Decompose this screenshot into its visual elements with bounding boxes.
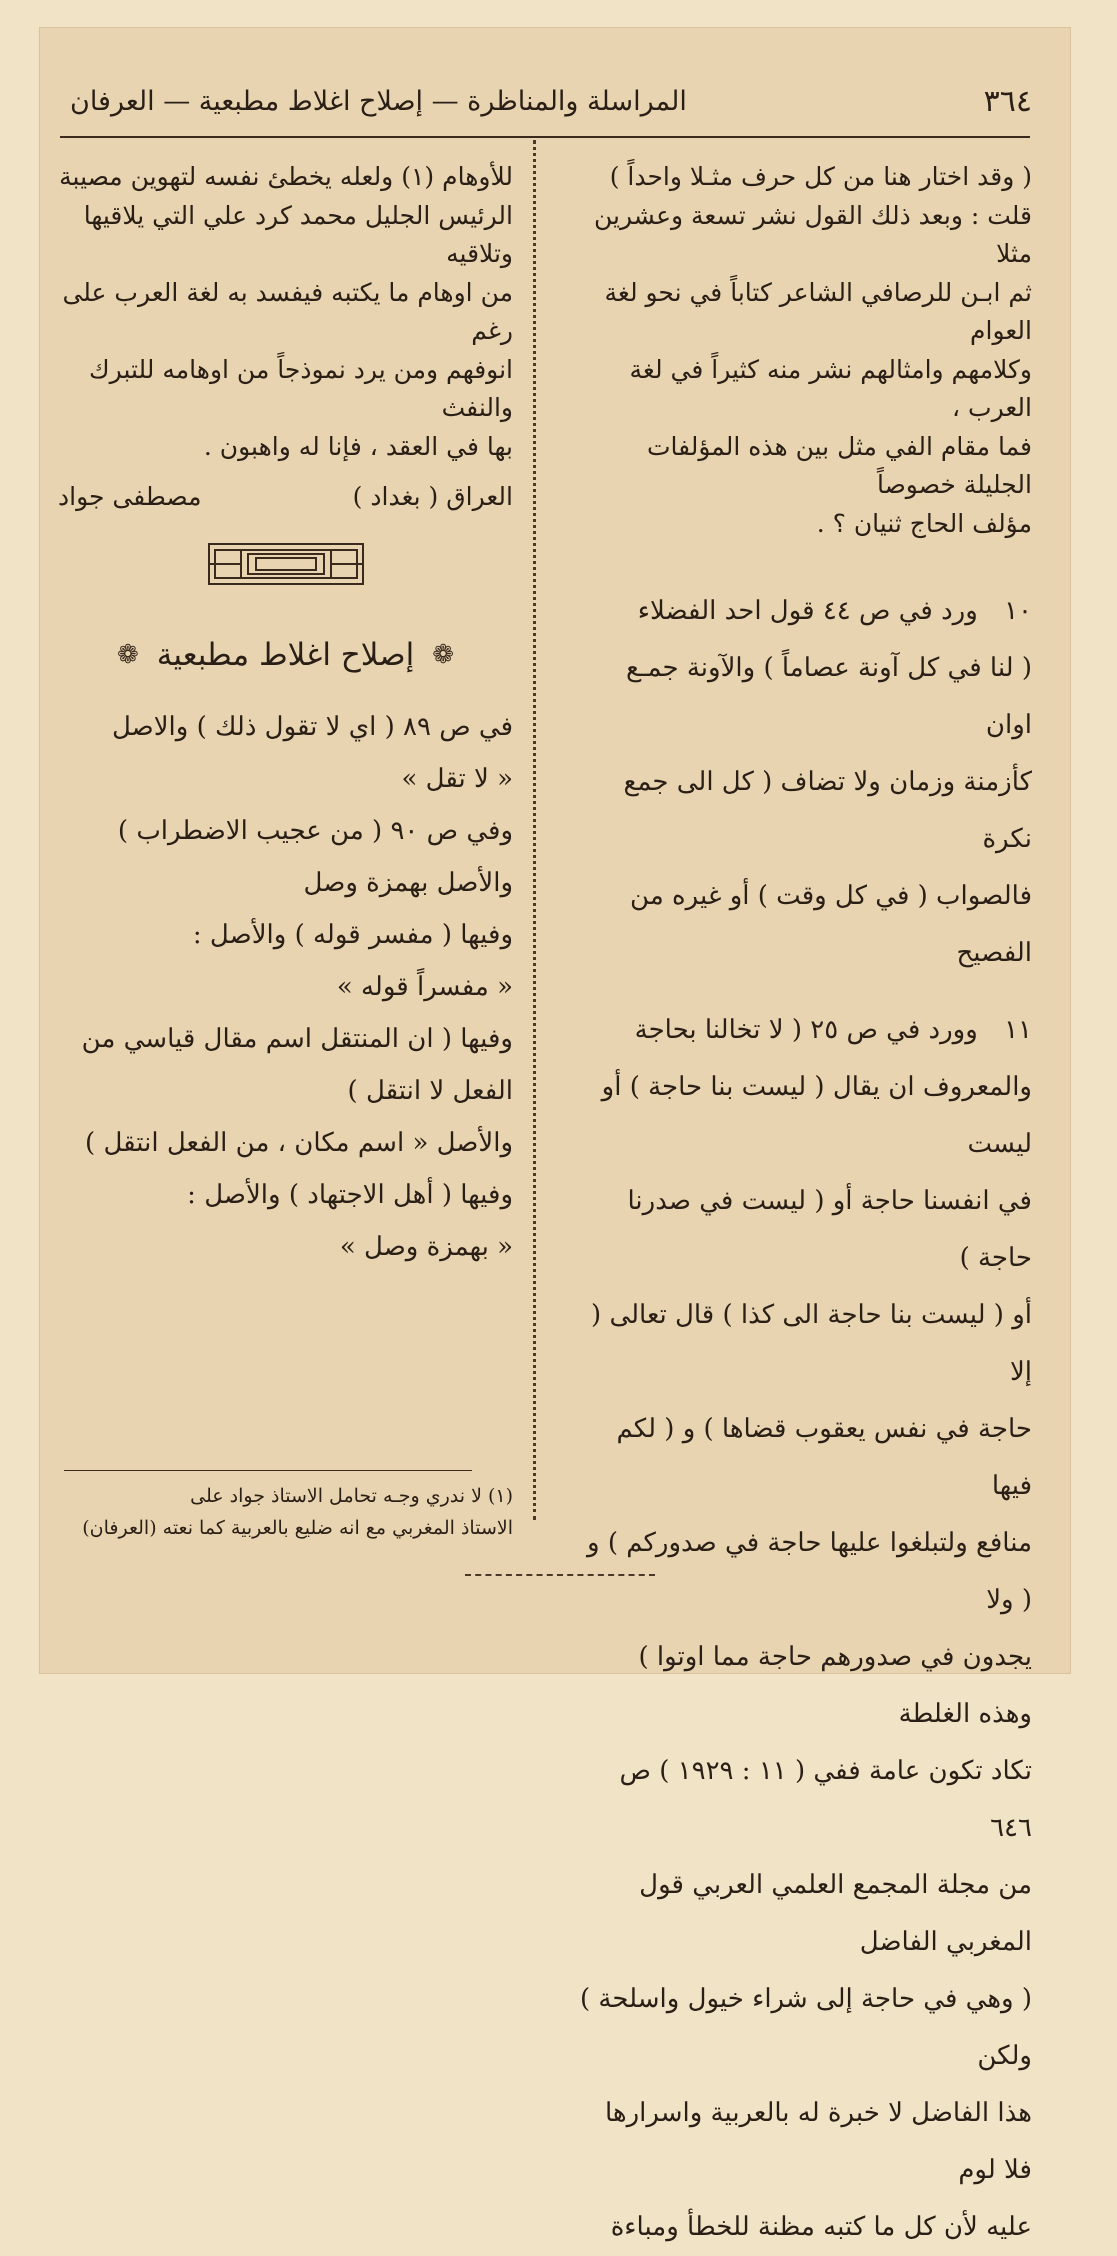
- signature-name: مصطفى جواد: [58, 482, 202, 511]
- text-line: وفيها ( أهل الاجتهاد ) والأصل :: [187, 1179, 513, 1210]
- column-divider: [533, 140, 536, 1520]
- footnote-line: (١) لا ندري وجـه تحامل الاستاذ جواد على: [190, 1485, 513, 1507]
- text-line: « مفسراً قوله »: [336, 971, 513, 1002]
- item-11: [577, 1002, 1032, 2256]
- text-line: منافع ولتبلغوا عليها حاجة في صدوركم ) و ( ولا: [587, 1528, 1032, 1615]
- footnote: [58, 1480, 513, 1544]
- text-line: فما مقام الفي مثل بين هذه المؤلفات الجليلة خصوصاً: [646, 431, 1032, 499]
- page-header: [70, 66, 1040, 136]
- item-10: [577, 583, 1032, 982]
- text-line: الفعل لا انتقل ): [347, 1075, 513, 1106]
- ornament-icon: [206, 539, 366, 589]
- text-line: الرئيس الجليل محمد كرد علي التي يلاقيها وتلاقيه: [83, 200, 513, 268]
- signature: [58, 466, 513, 517]
- text-line: انوفهم ومن يرد نموذجاً من اوهامه للتبرك والنفث: [89, 354, 513, 422]
- text-line: من مجلة المجمع العلمي العربي قول المغربي الفاضل: [639, 1870, 1032, 1957]
- text-line: أو ( ليست بنا حاجة الى كذا ) قال تعالى ( إلا: [591, 1300, 1032, 1387]
- title-ornament-icon: ❁: [432, 640, 455, 670]
- section-title: [58, 626, 513, 701]
- item-number: ١٠: [1004, 596, 1032, 626]
- text-line: في ص ٨٩ ( اي لا تقول ذلك ) والاصل: [111, 711, 513, 742]
- text-line: عليه لأن كل ما كتبه مظنة للخطأ ومباءة: [610, 2212, 1032, 2242]
- text-line: « لا تقل »: [401, 763, 513, 794]
- spacer: [577, 543, 1032, 583]
- signature-place: العراق ( بغداد ): [352, 482, 513, 511]
- header-divider: [60, 136, 1030, 138]
- text-line: حاجة في نفس يعقوب قضاها ) و ( لكم فيها: [616, 1414, 1032, 1501]
- text-line: تكاد تكون عامة ففي ( ١١ : ١٩٢٩ ) ص ٦٤٦: [619, 1756, 1032, 1843]
- text-line: وفيها ( ان المنتقل اسم مقال قياسي من: [81, 1023, 513, 1054]
- text-line: قلت : وبعد ذلك القول نشر تسعة وعشرين مثلا: [593, 200, 1032, 268]
- text-line: ( وهي في حاجة إلى شراء خيول واسلحة ) ولكن: [580, 1984, 1032, 2071]
- text-line: مؤلف الحاج ثنيان ؟ .: [816, 508, 1032, 538]
- item-text: ورد في ص ٤٤ قول احد الفضلاء: [637, 596, 978, 626]
- text-line: للأوهام (١) ولعله يخطئ نفسه لتهوين مصيبة: [59, 162, 513, 191]
- section-title-text: إصلاح اغلاط مطبعية: [156, 637, 415, 673]
- text-line: فالصواب ( في كل وقت ) أو غيره من الفصيح: [630, 881, 1032, 968]
- text-line: من اوهام ما يكتبه فيفسد به لغة العرب على رغم: [62, 277, 513, 345]
- text-line: هذا الفاضل لا خبرة له بالعربية واسرارها فلا لوم: [604, 2098, 1032, 2185]
- text-line: ( وقد اختار هنا من كل حرف مثـلا واحداً ): [609, 162, 1032, 191]
- ornament: [58, 517, 513, 627]
- page-number: ٣٦٤: [983, 83, 1032, 119]
- page: [40, 28, 1070, 2242]
- footnote-divider: [64, 1470, 472, 1471]
- text-line: كأزمنة وزمان ولا تضاف ( كل الى جمع نكرة: [623, 767, 1032, 854]
- title-ornament-icon: ❁: [116, 640, 139, 670]
- page-content: [40, 28, 1070, 2242]
- text-line: « بهمزة وصل »: [339, 1231, 513, 1262]
- right-column: [577, 158, 1032, 2256]
- text-line: والأصل بهمزة وصل: [303, 867, 513, 898]
- item-text: وورد في ص ٢٥ ( لا تخالنا بحاجة: [634, 1015, 978, 1045]
- item-10-first-line: [577, 583, 1032, 640]
- text-line: والمعروف ان يقال ( ليست بنا حاجة ) أو ليست: [601, 1072, 1032, 1159]
- text-line: يجدون في صدورهم حاجة مما اوتوا ) وهذه الغلطة: [638, 1642, 1032, 1729]
- footnote-line: الاستاذ المغربي مع انه ضليع بالعربية كما نعته (العرفان): [82, 1517, 513, 1539]
- text-line: ثم ابـن للرصافي الشاعر كتاباً في نحو لغة العوام: [604, 277, 1032, 345]
- end-divider: [465, 1574, 655, 1576]
- item-number: ١١: [1004, 1015, 1032, 1045]
- text-line: والأصل « اسم مكان ، من الفعل انتقل ): [85, 1127, 513, 1158]
- spacer: [577, 982, 1032, 1002]
- text-line: في انفسنا حاجة أو ( ليست في صدرنا حاجة ): [627, 1186, 1032, 1273]
- corrections-list: [58, 701, 513, 1273]
- left-column: [58, 158, 513, 1273]
- text-line: ( لنا في كل آونة عصاماً ) والآونة جمـع اوان: [626, 653, 1032, 740]
- text-line: وفي ص ٩٠ ( من عجيب الاضطراب ): [117, 815, 513, 846]
- item-11-first-line: [577, 1002, 1032, 1059]
- text-line: بها في العقد ، فإنا له واهبون .: [203, 431, 513, 461]
- running-title: المراسلة والمناظرة — إصلاح اغلاط مطبعية — العرفان: [70, 85, 687, 117]
- text-line: وكلامهم وامثالهم نشر منه كثيراً في لغة العرب ،: [629, 354, 1032, 422]
- text-line: وفيها ( مفسر قوله ) والأصل :: [192, 919, 513, 950]
